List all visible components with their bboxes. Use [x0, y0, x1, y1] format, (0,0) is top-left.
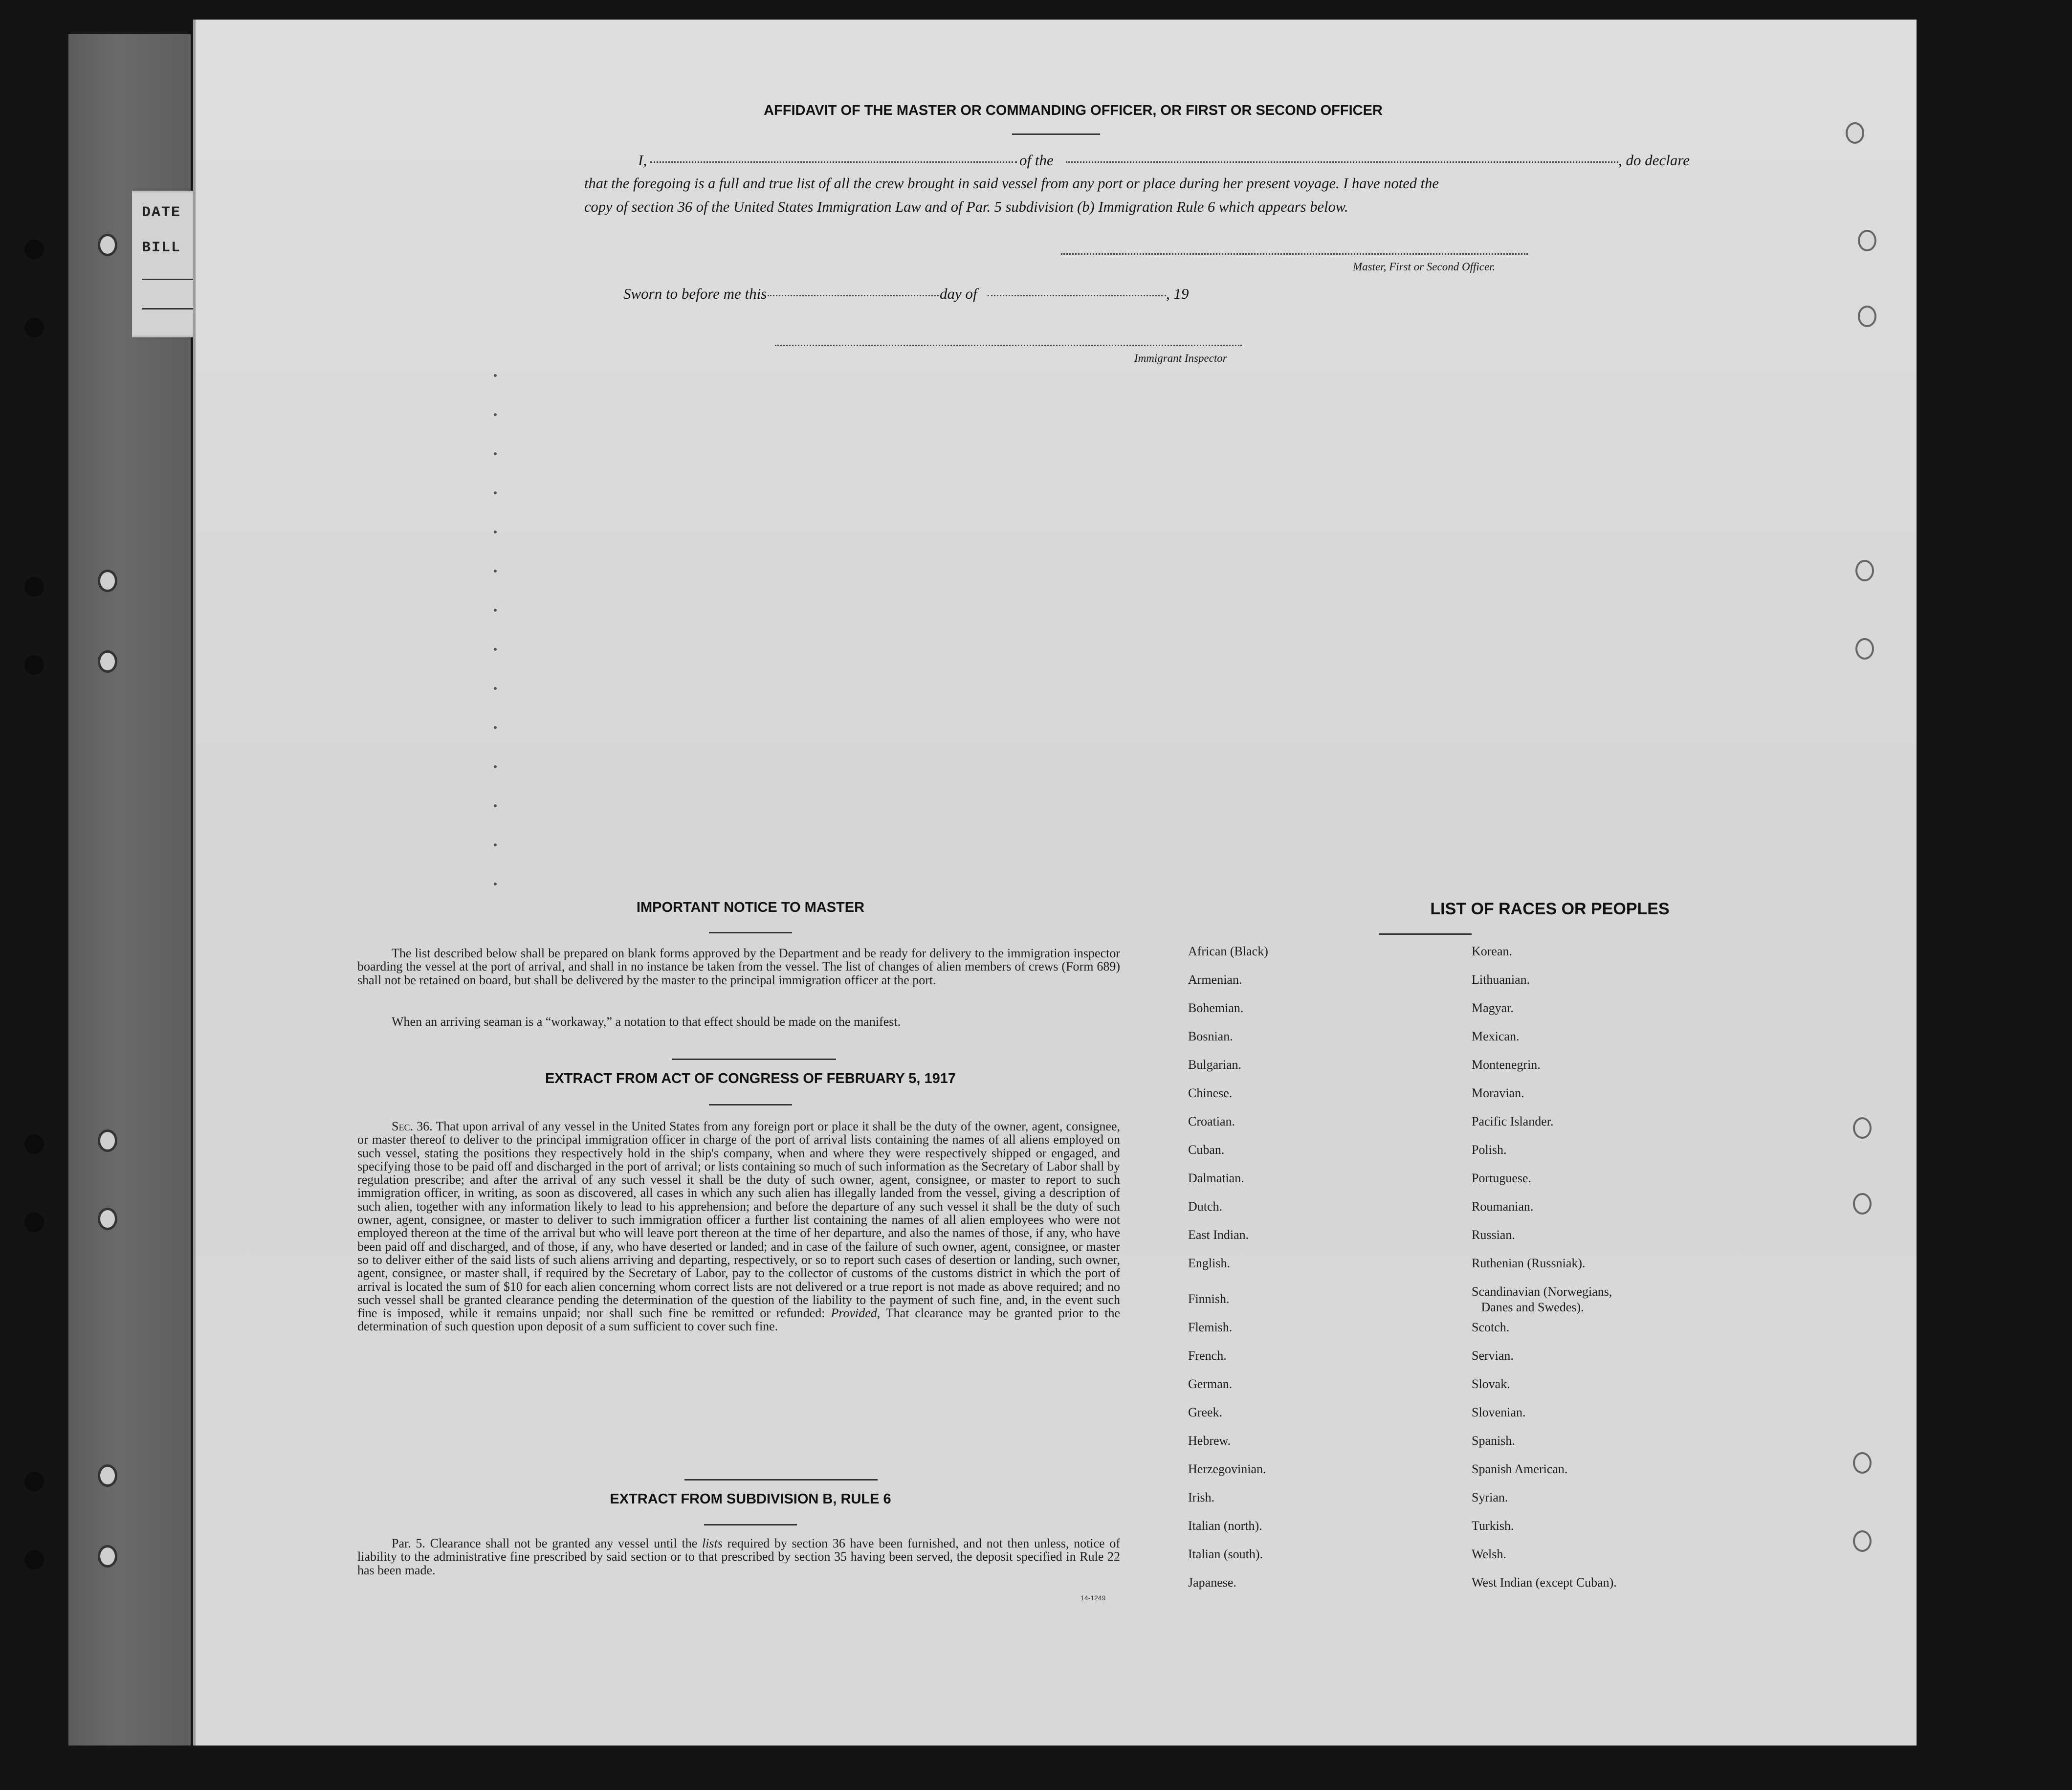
race-item: Russian. [1472, 1228, 1515, 1242]
margin-hole [1853, 1117, 1872, 1139]
name-blank [650, 161, 1017, 163]
stray-mark [494, 609, 497, 612]
race-item: Polish. [1472, 1143, 1507, 1157]
margin-hole [1853, 1193, 1872, 1215]
race-item: Bohemian. [1188, 1001, 1244, 1015]
extract-rule [709, 1104, 792, 1105]
of-the-label: of the [1019, 152, 1054, 169]
punch-hole [24, 1213, 44, 1232]
margin-hole [1855, 560, 1874, 581]
section-36-label: Sec. 36. [392, 1119, 433, 1133]
date-label: DATE [142, 204, 181, 221]
race-item: Japanese. [1188, 1575, 1236, 1590]
master-signature-line [1061, 253, 1528, 255]
race-item: Welsh. [1472, 1547, 1506, 1561]
race-item: Turkish. [1472, 1519, 1514, 1533]
punch-hole [24, 240, 44, 259]
stray-mark [494, 413, 497, 416]
day-of-label: day of [940, 285, 977, 302]
section-36-text [357, 1120, 1120, 1333]
punch-hole [24, 1472, 44, 1491]
affidavit-line3: copy of section 36 of the United States Immigration Law and of Par. 5 subdivision (b) Immigration Rule 6 which appears below. [584, 199, 1348, 215]
race-item: Scotch. [1472, 1320, 1510, 1334]
race-item: Dalmatian. [1188, 1171, 1244, 1185]
race-item: African (Black) [1188, 944, 1268, 958]
race-item: Dutch. [1188, 1199, 1223, 1214]
race-item: Cuban. [1188, 1143, 1225, 1157]
do-declare-label: , do declare [1618, 152, 1690, 169]
margin-hole [1853, 1530, 1872, 1552]
stub-rule [142, 279, 200, 280]
binder-ring [98, 570, 117, 592]
extract-rule-title: EXTRACT FROM SUBDIVISION B, RULE 6 [610, 1491, 891, 1507]
race-item: Croatian. [1188, 1114, 1235, 1128]
notice-rule [709, 932, 792, 933]
race-item: Irish. [1188, 1490, 1215, 1504]
inspector-signature-line [775, 345, 1242, 346]
lists-word: lists [702, 1536, 723, 1550]
binder-ring [98, 1464, 117, 1487]
day-blank [768, 295, 939, 296]
race-item: Moravian. [1472, 1086, 1524, 1100]
punch-hole [24, 1134, 44, 1154]
binder-ring [98, 1208, 117, 1230]
race-item: West Indian (except Cuban). [1472, 1575, 1617, 1590]
binder-ring [98, 234, 117, 256]
notice-paragraph-2: When an arriving seaman is a “workaway,” a notation to that effect should be made on the manifest. [392, 1015, 901, 1029]
race-item: Bosnian. [1188, 1029, 1233, 1043]
race-item: East Indian. [1188, 1228, 1249, 1242]
sworn-label: Sworn to before me this [623, 285, 767, 302]
punch-hole [24, 577, 44, 597]
race-item: Montenegrin. [1472, 1058, 1541, 1072]
race-item: Slovak. [1472, 1377, 1510, 1391]
section-36-end: That clearance may be granted prior to the determination of such question upon deposit of a sum sufficient to cover such fine. [357, 1306, 1121, 1334]
inspector-signature-label: Immigrant Inspector [1134, 352, 1227, 364]
punch-hole [24, 1550, 44, 1569]
year-label: , 19 [1166, 285, 1189, 302]
races-title: LIST OF RACES OR PEOPLES [1430, 900, 1670, 918]
race-item: Pacific Islander. [1472, 1114, 1554, 1128]
affidavit-title: AFFIDAVIT OF THE MASTER OR COMMANDING OFFICER, OR FIRST OR SECOND OFFICER [764, 103, 1383, 118]
race-item: Roumanian. [1472, 1199, 1534, 1214]
paragraph-5-a: Par. 5. Clearance shall not be granted any vessel until the [392, 1536, 702, 1550]
race-item: Servian. [1472, 1348, 1514, 1363]
race-item: Spanish American. [1472, 1462, 1568, 1476]
race-item: French. [1188, 1348, 1227, 1363]
stray-mark [494, 648, 497, 651]
margin-hole [1858, 230, 1876, 251]
section-rule [684, 1479, 878, 1481]
vessel-blank [1066, 161, 1618, 163]
section-rule [672, 1059, 836, 1060]
stray-mark [494, 687, 497, 690]
race-item: Bulgarian. [1188, 1058, 1242, 1072]
stray-mark [494, 726, 497, 729]
race-item: Flemish. [1188, 1320, 1233, 1334]
race-item: Hebrew. [1188, 1434, 1231, 1448]
notice-title: IMPORTANT NOTICE TO MASTER [636, 900, 865, 915]
race-item: Italian (north). [1188, 1519, 1262, 1533]
binder-ring [98, 1545, 117, 1568]
paragraph-5-b: required by section 36 have been furnished, and not then unless, notice of liability to the administrative fine prescribed by said section or to that prescribed by section 35 having been served, the deposit specified in Rule 22 has been made. [357, 1536, 1120, 1577]
master-signature-label: Master, First or Second Officer. [1353, 261, 1496, 273]
binder-ring [98, 650, 117, 673]
month-blank [988, 295, 1166, 296]
stray-mark [494, 804, 497, 807]
race-item: Finnish. [1188, 1292, 1230, 1306]
race-item: Greek. [1188, 1405, 1223, 1419]
race-item: Lithuanian. [1472, 972, 1530, 987]
race-item: Slovenian. [1472, 1405, 1526, 1419]
race-item: Magyar. [1472, 1001, 1514, 1015]
races-rule [1379, 933, 1472, 935]
race-item: German. [1188, 1377, 1233, 1391]
stray-mark [494, 883, 497, 885]
race-item: Herzegovinian. [1188, 1462, 1266, 1476]
margin-hole [1853, 1452, 1872, 1474]
margin-hole [1858, 306, 1876, 327]
notice-paragraph-1: The list described below shall be prepared on blank forms approved by the Department and be ready for delivery to the immigration inspector boarding the vessel at the port of arrival, and shall in no instance be taken from the vessel. The list of changes of alien members of crews (Form 689) shall not be retained on board, but shall be delivered by the master to the principal immigration officer at the port. [357, 946, 1120, 987]
race-item: Chinese. [1188, 1086, 1233, 1100]
race-item: Portuguese. [1472, 1171, 1532, 1185]
stub-rule [142, 308, 200, 309]
stray-mark [494, 570, 497, 573]
margin-hole [1846, 122, 1864, 144]
punch-hole [24, 318, 44, 337]
section-36-body: That upon arrival of any vessel in the United States from any foreign port or place it shall be the duty of the owner, agent, consignee, or master thereof to deliver to the principal immigration officer in charge of the port of arrival lists containing the names of all aliens employed on such vessel, stating the positions they respectively hold in the ship's company, when and where they were respectively shipped or engaged, and specifying those to be paid off and discharged in the port of arrival; or lists containing so much of such information as the Secretary of Labor shall by regulation prescribe; and after the arrival of any such vessel it shall be the duty of such owner, agent, consignee, or master to report to such immigration officer, in writing, as soon as discovered, all cases in which any such alien has illegally landed from the vessel, giving a description of such alien, together with any information likely to lead to his apprehension; and before the departure of any such vessel it shall be the duty of such owner, agent, consignee, or master to deliver to such immigration officer a further list containing the names of all alien employees who were not employed thereon at the time of the arrival but who will leave port thereon at the time of her departure, and also the names of those, if any, who have been paid off and discharged, and of those, if any, who have deserted or landed; and in case of the failure of such owner, agent, consignee, or master so to deliver either of the said lists of such aliens arriving and departing, respectively, or so to report such cases of desertion or landing, such owner, agent, consignee, or master shall, if required by the Secretary of Labor, pay to the collector of customs of the customs district in which the port of arrival is located the sum of $10 for each alien concerning whom correct lists are not delivered or a true report is not made as above required; and no such vessel shall be granted clearance pending the determination of the question of the liability to the payment of such fine, and, in the event such fine is imposed, while it remains unpaid; nor shall such fine be remitted or refunded: [357, 1119, 1120, 1321]
stray-mark [494, 374, 497, 377]
affidavit-i: I, [638, 152, 647, 169]
bill-label: BILL [142, 240, 181, 256]
extract-rule [704, 1524, 797, 1525]
race-item: Korean. [1472, 944, 1513, 958]
paragraph-5-text [357, 1537, 1120, 1577]
stray-mark [494, 452, 497, 455]
extract-act-title: EXTRACT FROM ACT OF CONGRESS OF FEBRUARY 5, 1917 [545, 1071, 956, 1086]
margin-hole [1855, 638, 1874, 660]
binder-ring [98, 1129, 117, 1152]
race-item: Italian (south). [1188, 1547, 1263, 1561]
manifest-sheet [193, 20, 1917, 1746]
title-rule [1012, 133, 1100, 135]
stray-mark [494, 491, 497, 494]
provided-word: Provided, [831, 1306, 881, 1321]
race-item: Armenian. [1188, 972, 1242, 987]
race-item: Mexican. [1472, 1029, 1520, 1043]
race-item: Ruthenian (Russniak). [1472, 1256, 1586, 1270]
affidavit-line2: that the foregoing is a full and true list of all the crew brought in said vessel from any port or place during her present voyage. I have noted the [584, 175, 1439, 192]
stray-mark [494, 765, 497, 768]
race-item: English. [1188, 1256, 1230, 1270]
form-number: 14-1249 [1080, 1594, 1106, 1602]
stray-mark [494, 530, 497, 533]
punch-hole [24, 655, 44, 675]
race-item: Scandinavian (Norwegians, Danes and Swedes). [1472, 1284, 1612, 1314]
stray-mark [494, 843, 497, 846]
race-item: Spanish. [1472, 1434, 1515, 1448]
race-item: Syrian. [1472, 1490, 1508, 1504]
